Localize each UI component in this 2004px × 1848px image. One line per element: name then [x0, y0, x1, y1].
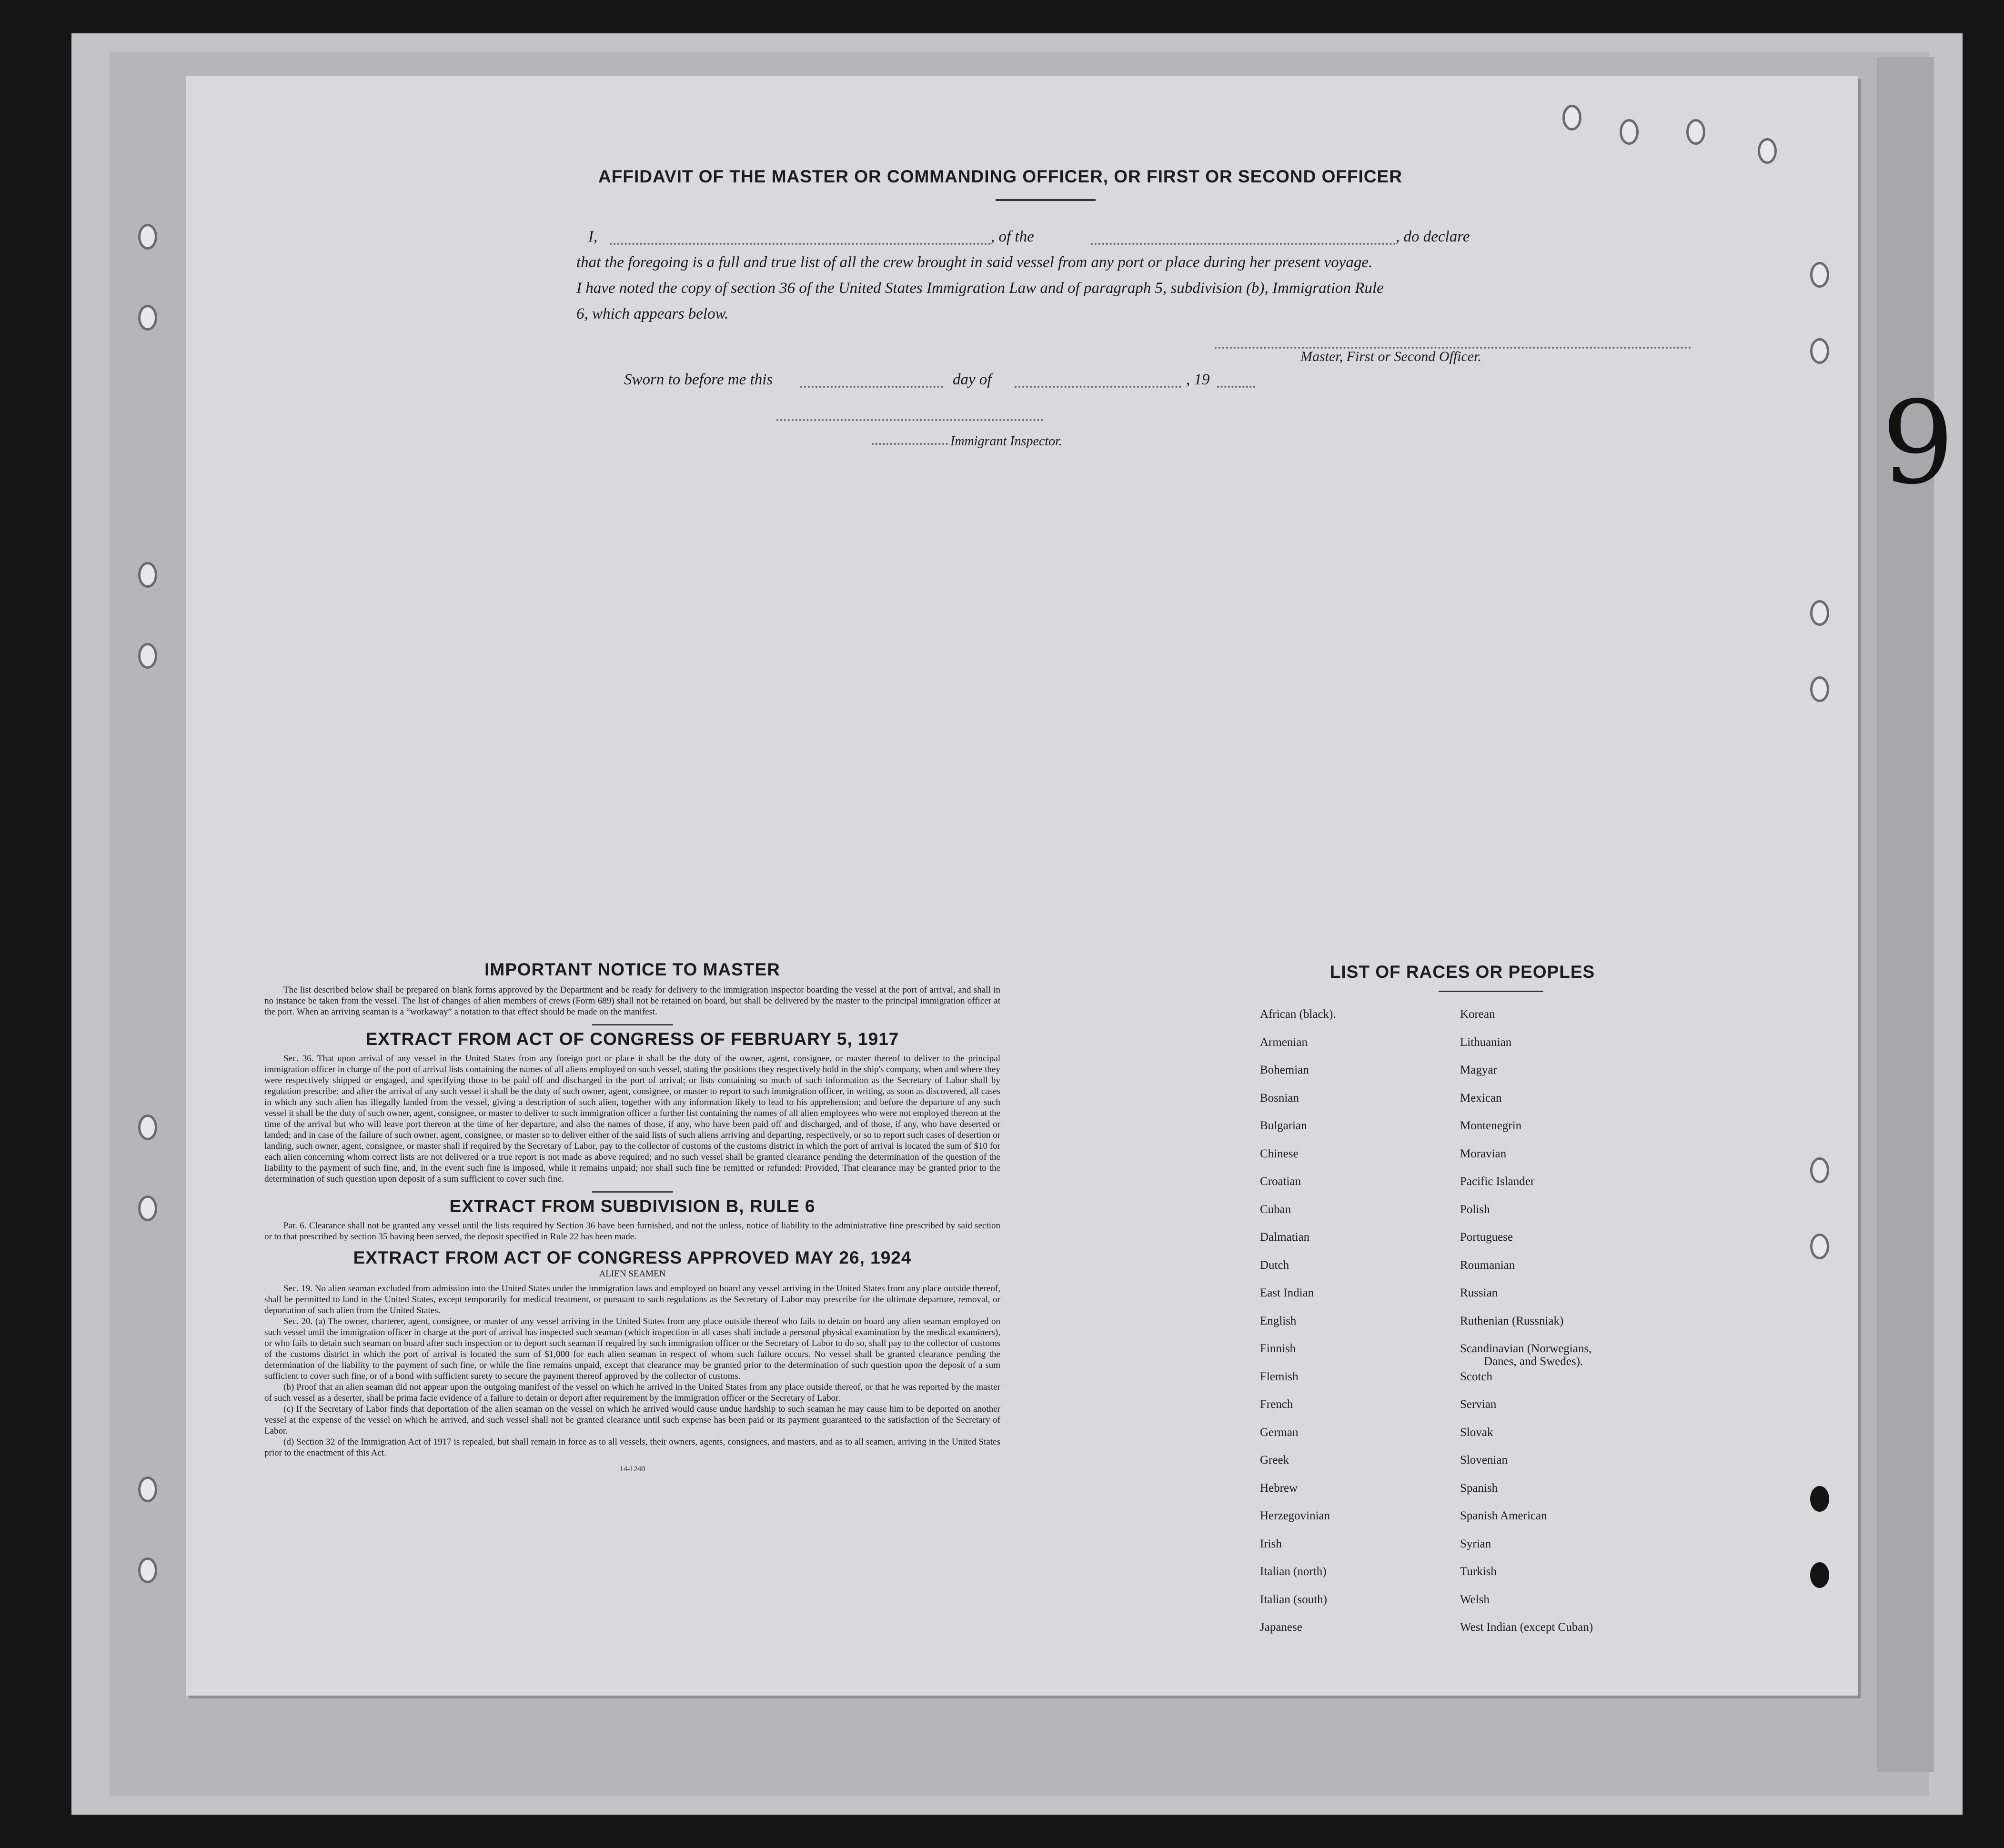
binder-hole	[138, 562, 157, 588]
race-item: Turkish	[1460, 1565, 1497, 1578]
race-item: Pacific Islander	[1460, 1175, 1535, 1188]
race-item: Moravian	[1460, 1147, 1507, 1160]
races-rule	[1439, 991, 1543, 992]
binder-hole	[138, 1476, 157, 1502]
notice-text: The list described below shall be prepared on blank forms approved by the Department and be ready for delivery to the immigration inspector boarding the vessel at the port of arrival, and shall in no instance be taken from the vessel. The list of changes of alien members of crews (Form 689) shall not be retained on board, but shall be delivered by the master to the principal immigration officer at the port. When an arriving seaman is a “workaway” a notation to that effect should be made on the manifest.	[264, 985, 1000, 1017]
race-item: Japanese	[1260, 1621, 1302, 1634]
section-divider	[592, 1191, 673, 1193]
sheet-edge	[1877, 57, 1934, 1772]
races-right-column	[1460, 1007, 1708, 1634]
affidavit-line: 6, which appears below.	[576, 305, 729, 322]
race-item: Spanish	[1460, 1481, 1498, 1495]
notice-title: IMPORTANT NOTICE TO MASTER	[484, 960, 780, 979]
race-item: Hebrew	[1260, 1481, 1298, 1495]
races-left-column	[1260, 1007, 1460, 1634]
binder-hole	[1810, 600, 1829, 626]
day-of-text: day of	[953, 371, 992, 388]
affidavit-of-the: , of the	[991, 228, 1034, 245]
race-item: Russian	[1460, 1286, 1498, 1299]
race-item: Herzegovinian	[1260, 1509, 1330, 1522]
race-item: Welsh	[1460, 1593, 1490, 1606]
month-blank	[1015, 386, 1181, 388]
race-item: Greek	[1260, 1454, 1289, 1466]
race-item: Bohemian	[1260, 1064, 1309, 1076]
binder-hole	[138, 1557, 157, 1583]
race-item: Servian	[1460, 1398, 1497, 1411]
race-item: Armenian	[1260, 1035, 1308, 1049]
vessel-blank	[1091, 243, 1396, 245]
race-item: Cuban	[1260, 1203, 1291, 1216]
section-divider	[592, 1024, 673, 1025]
sworn-line	[624, 367, 1434, 392]
binder-hole	[1810, 1562, 1829, 1588]
race-item: Bosnian	[1260, 1091, 1299, 1105]
race-item: Spanish American	[1460, 1509, 1547, 1522]
binder-hole	[1810, 338, 1829, 364]
handwritten-number: 9	[1882, 376, 1954, 510]
binder-hole	[1810, 262, 1829, 288]
binder-hole	[1810, 1157, 1829, 1183]
race-item: Dalmatian	[1260, 1231, 1310, 1244]
race-item: Slovenian	[1460, 1454, 1508, 1466]
extract-1924-para: Sec. 19. No alien seaman excluded from admission into the United States under the immigration laws and employed on board any vessel arriving in the United States from any place outside thereof, shall be permitted to land in the United States, except temporarily for medical treatment, or pursuant to such regulations as the Secretary of Labor may prescribe for the ultimate departure, removal, or deportation of such alien from the United States.	[264, 1284, 1000, 1316]
race-item: Korean	[1460, 1008, 1495, 1021]
race-item: African (black).	[1260, 1008, 1336, 1021]
extract-1924-para: (c) If the Secretary of Labor finds that deportation of the alien seaman on the vessel on which he arrived would cause undue hardship to such seaman he may cause him to be deported on another vessel at the expense of the vessel on which he arrived, and such vessel shall not be granted clearance until such expense has been paid or its payment guaranteed to the satisfaction of the Secretary of Labor.	[264, 1404, 1000, 1436]
race-item: Scotch	[1460, 1370, 1493, 1383]
extract-1924-para: (b) Proof that an alien seaman did not appear upon the outgoing manifest of the vessel on which he arrived in the United States from any place outside thereof, or that he was reported by the master of such vessel as a deserter, shall be prima facie evidence of a failure to detain or deport after requirement by the immigration officer or the Secretary of Labor.	[264, 1382, 1000, 1403]
affidavit-line: that the foregoing is a full and true list of all the crew brought in said vessel from any port or place during her present voyage.	[576, 254, 1373, 271]
extract-1924-para: (d) Section 32 of the Immigration Act of 1917 is repealed, but shall remain in force as to all vessels, their owners, agents, consignees, and masters, and as to all seamen, arriving in the United States prior to the enactment of this Act.	[264, 1437, 1000, 1458]
binder-hole	[1810, 1486, 1829, 1512]
race-item: Chinese	[1260, 1147, 1299, 1160]
race-item: East Indian	[1260, 1286, 1314, 1299]
binder-hole	[138, 305, 157, 331]
extract-1924-subtitle: ALIEN SEAMEN	[599, 1269, 666, 1279]
race-item: Scandinavian (Norwegians,	[1460, 1342, 1592, 1355]
race-item: Slovak	[1460, 1426, 1493, 1439]
binder-hole	[1810, 676, 1829, 702]
race-item: Magyar	[1460, 1064, 1497, 1076]
race-item: Irish	[1260, 1537, 1282, 1550]
race-item: Flemish	[1260, 1370, 1299, 1383]
race-item: Ruthenian (Russniak)	[1460, 1314, 1564, 1327]
race-item: Mexican	[1460, 1091, 1502, 1105]
race-item: West Indian (except Cuban)	[1460, 1621, 1593, 1634]
race-item: Dutch	[1260, 1258, 1289, 1272]
binder-hole	[1810, 1234, 1829, 1259]
notice-column	[264, 960, 1000, 1474]
inspector-lead-blank	[872, 443, 948, 445]
race-item: Polish	[1460, 1203, 1490, 1216]
extract-1917-title: EXTRACT FROM ACT OF CONGRESS OF FEBRUARY 5, 1917	[365, 1029, 899, 1049]
race-item: Portuguese	[1460, 1231, 1513, 1244]
race-item: English	[1260, 1314, 1297, 1327]
affidavit-line: I have noted the copy of section 36 of the United States Immigration Law and of paragraph 5, subdivision (b), Immigration Rule	[576, 280, 1384, 297]
race-item: Montenegrin	[1460, 1119, 1522, 1132]
race-item: German	[1260, 1426, 1299, 1439]
form-sheet	[186, 76, 1858, 1696]
race-item: Italian (north)	[1260, 1565, 1327, 1578]
extract-rule6-text: Par. 6. Clearance shall not be granted any vessel until the lists required by Section 36 have been furnished, and not the unless, notice of liability to the administrative fine prescribed by said section or to that prescribed by section 35 having been served, the deposit specified in Rule 22 has been made.	[264, 1221, 1000, 1242]
name-blank	[610, 243, 991, 245]
affidavit-title: AFFIDAVIT OF THE MASTER OR COMMANDING OFFICER, OR FIRST OR SECOND OFFICER	[598, 167, 1402, 186]
extract-1917-text: Sec. 36. That upon arrival of any vessel in the United States from any foreign port or place it shall be the duty of the owner, agent, consignee, or master thereof to deliver to the principal immigration officer in charge of the port of arrival lists containing the names of all aliens employed on such vessel, stating the positions they respectively hold in the ship's company, when and where they were respectively shipped or engaged, and specifying those to be paid off and discharged in the port of arrival; or lists containing so much of such information as the Secretary of Labor shall by regulation prescribe; and after the arrival of any such vessel it shall be the duty of such owner, agent, consignee, or master to report to such immigration officer, in writing, as soon as discovered, all cases in which any such alien has illegally landed from the vessel, giving a description of such alien, together with any information likely to lead to his apprehension; and before the departure of any such vessel it shall be the duty of such owner, agent, consignee, or master to deliver to such immigration officer a further list containing the names of all alien employees who were not employed thereon at the time of the arrival but who will leave port thereon at the time of her departure, and also the names of those, if any, who have been paid off and discharged, and of those, if any, who have deserted or landed; and in case of the failure of such owner, agent, consignee, or master so to deliver either of the said lists of such aliens arriving and departing, respectively, or so to report such cases of desertion or landing, such owner, agent, consignee, or master shall if required by the Secretary of Labor, pay to the collector of customs of the customs district in which the port of arrival is located the sum of $10 for each alien concerning whom correct lists are not delivered or a true report is not made as above required; and no such vessel shall be granted clearance pending the determination of the question of the liability to the payment of such fine, and, in the event such fine is imposed, while it remains unpaid; nor shall such fine be remitted or refunded: Provided, That clearance may be granted prior to the determination of such question upon deposit of a sum sufficient to cover such fine.	[264, 1054, 1000, 1184]
year-blank	[1217, 386, 1255, 388]
race-item: Roumanian	[1460, 1258, 1515, 1272]
race-item: Syrian	[1460, 1537, 1491, 1550]
race-item: French	[1260, 1398, 1293, 1411]
race-item: Bulgarian	[1260, 1119, 1307, 1132]
binder-hole	[138, 1195, 157, 1221]
sworn-text: Sworn to before me this	[624, 371, 773, 388]
affidavit-body	[576, 224, 1696, 327]
binder-hole	[138, 643, 157, 669]
day-blank	[800, 386, 943, 388]
binder-hole	[1758, 138, 1777, 164]
binder-hole	[1686, 119, 1705, 145]
extract-1924-para: Sec. 20. (a) The owner, charterer, agent, consignee, or master of any vessel arriving in the United States from any place outside thereof who fails to detain on board any alien seaman employed on such vessel until the immigration officer in charge at the port of arrival has inspected such seaman (which inspection in all cases shall include a personal physical examination by the medical examiners), or who fails to detain such seaman on board after such inspection or to deport such seaman if required by such immigration officer or the Secretary of Labor to do so, shall pay to the collector of customs of the customs district in which the port of arrival is located the sum of $1,000 for each alien seaman in respect of whom such failure occurs. No vessel shall be granted clearance pending the determination of the liability to the payment of such fine, or while the fine remains unpaid, except that clearance may be granted prior to the determination of such question upon the deposit of a sum sufficient to cover such fine, or of a bond with sufficient surety to secure the payment thereof approved by the collector of customs.	[264, 1316, 1000, 1381]
affidavit-do-declare: , do declare	[1396, 228, 1470, 245]
race-item-continuation: Danes, and Swedes).	[1484, 1355, 1583, 1368]
race-item: Finnish	[1260, 1342, 1296, 1355]
race-item: Italian (south)	[1260, 1593, 1327, 1606]
form-number: 14-1240	[619, 1465, 645, 1473]
binder-hole	[1620, 119, 1639, 145]
inspector-label: Immigrant Inspector.	[950, 434, 1062, 449]
master-label: Master, First or Second Officer.	[1300, 349, 1481, 364]
title-rule	[996, 199, 1096, 201]
race-item: Croatian	[1260, 1175, 1301, 1188]
race-item: Lithuanian	[1460, 1035, 1512, 1049]
binder-hole	[138, 224, 157, 250]
affidavit-i: I,	[588, 228, 598, 245]
extract-rule6-title: EXTRACT FROM SUBDIVISION B, RULE 6	[449, 1196, 816, 1216]
races-title: LIST OF RACES OR PEOPLES	[1329, 962, 1595, 982]
year-prefix: , 19	[1186, 371, 1210, 388]
extract-1924-title: EXTRACT FROM ACT OF CONGRESS APPROVED MAY 26, 1924	[353, 1248, 912, 1267]
binder-hole	[1562, 105, 1581, 131]
inspector-signature-blank	[776, 419, 1043, 421]
affidavit-declare-line	[576, 224, 1696, 250]
binder-hole	[138, 1115, 157, 1140]
